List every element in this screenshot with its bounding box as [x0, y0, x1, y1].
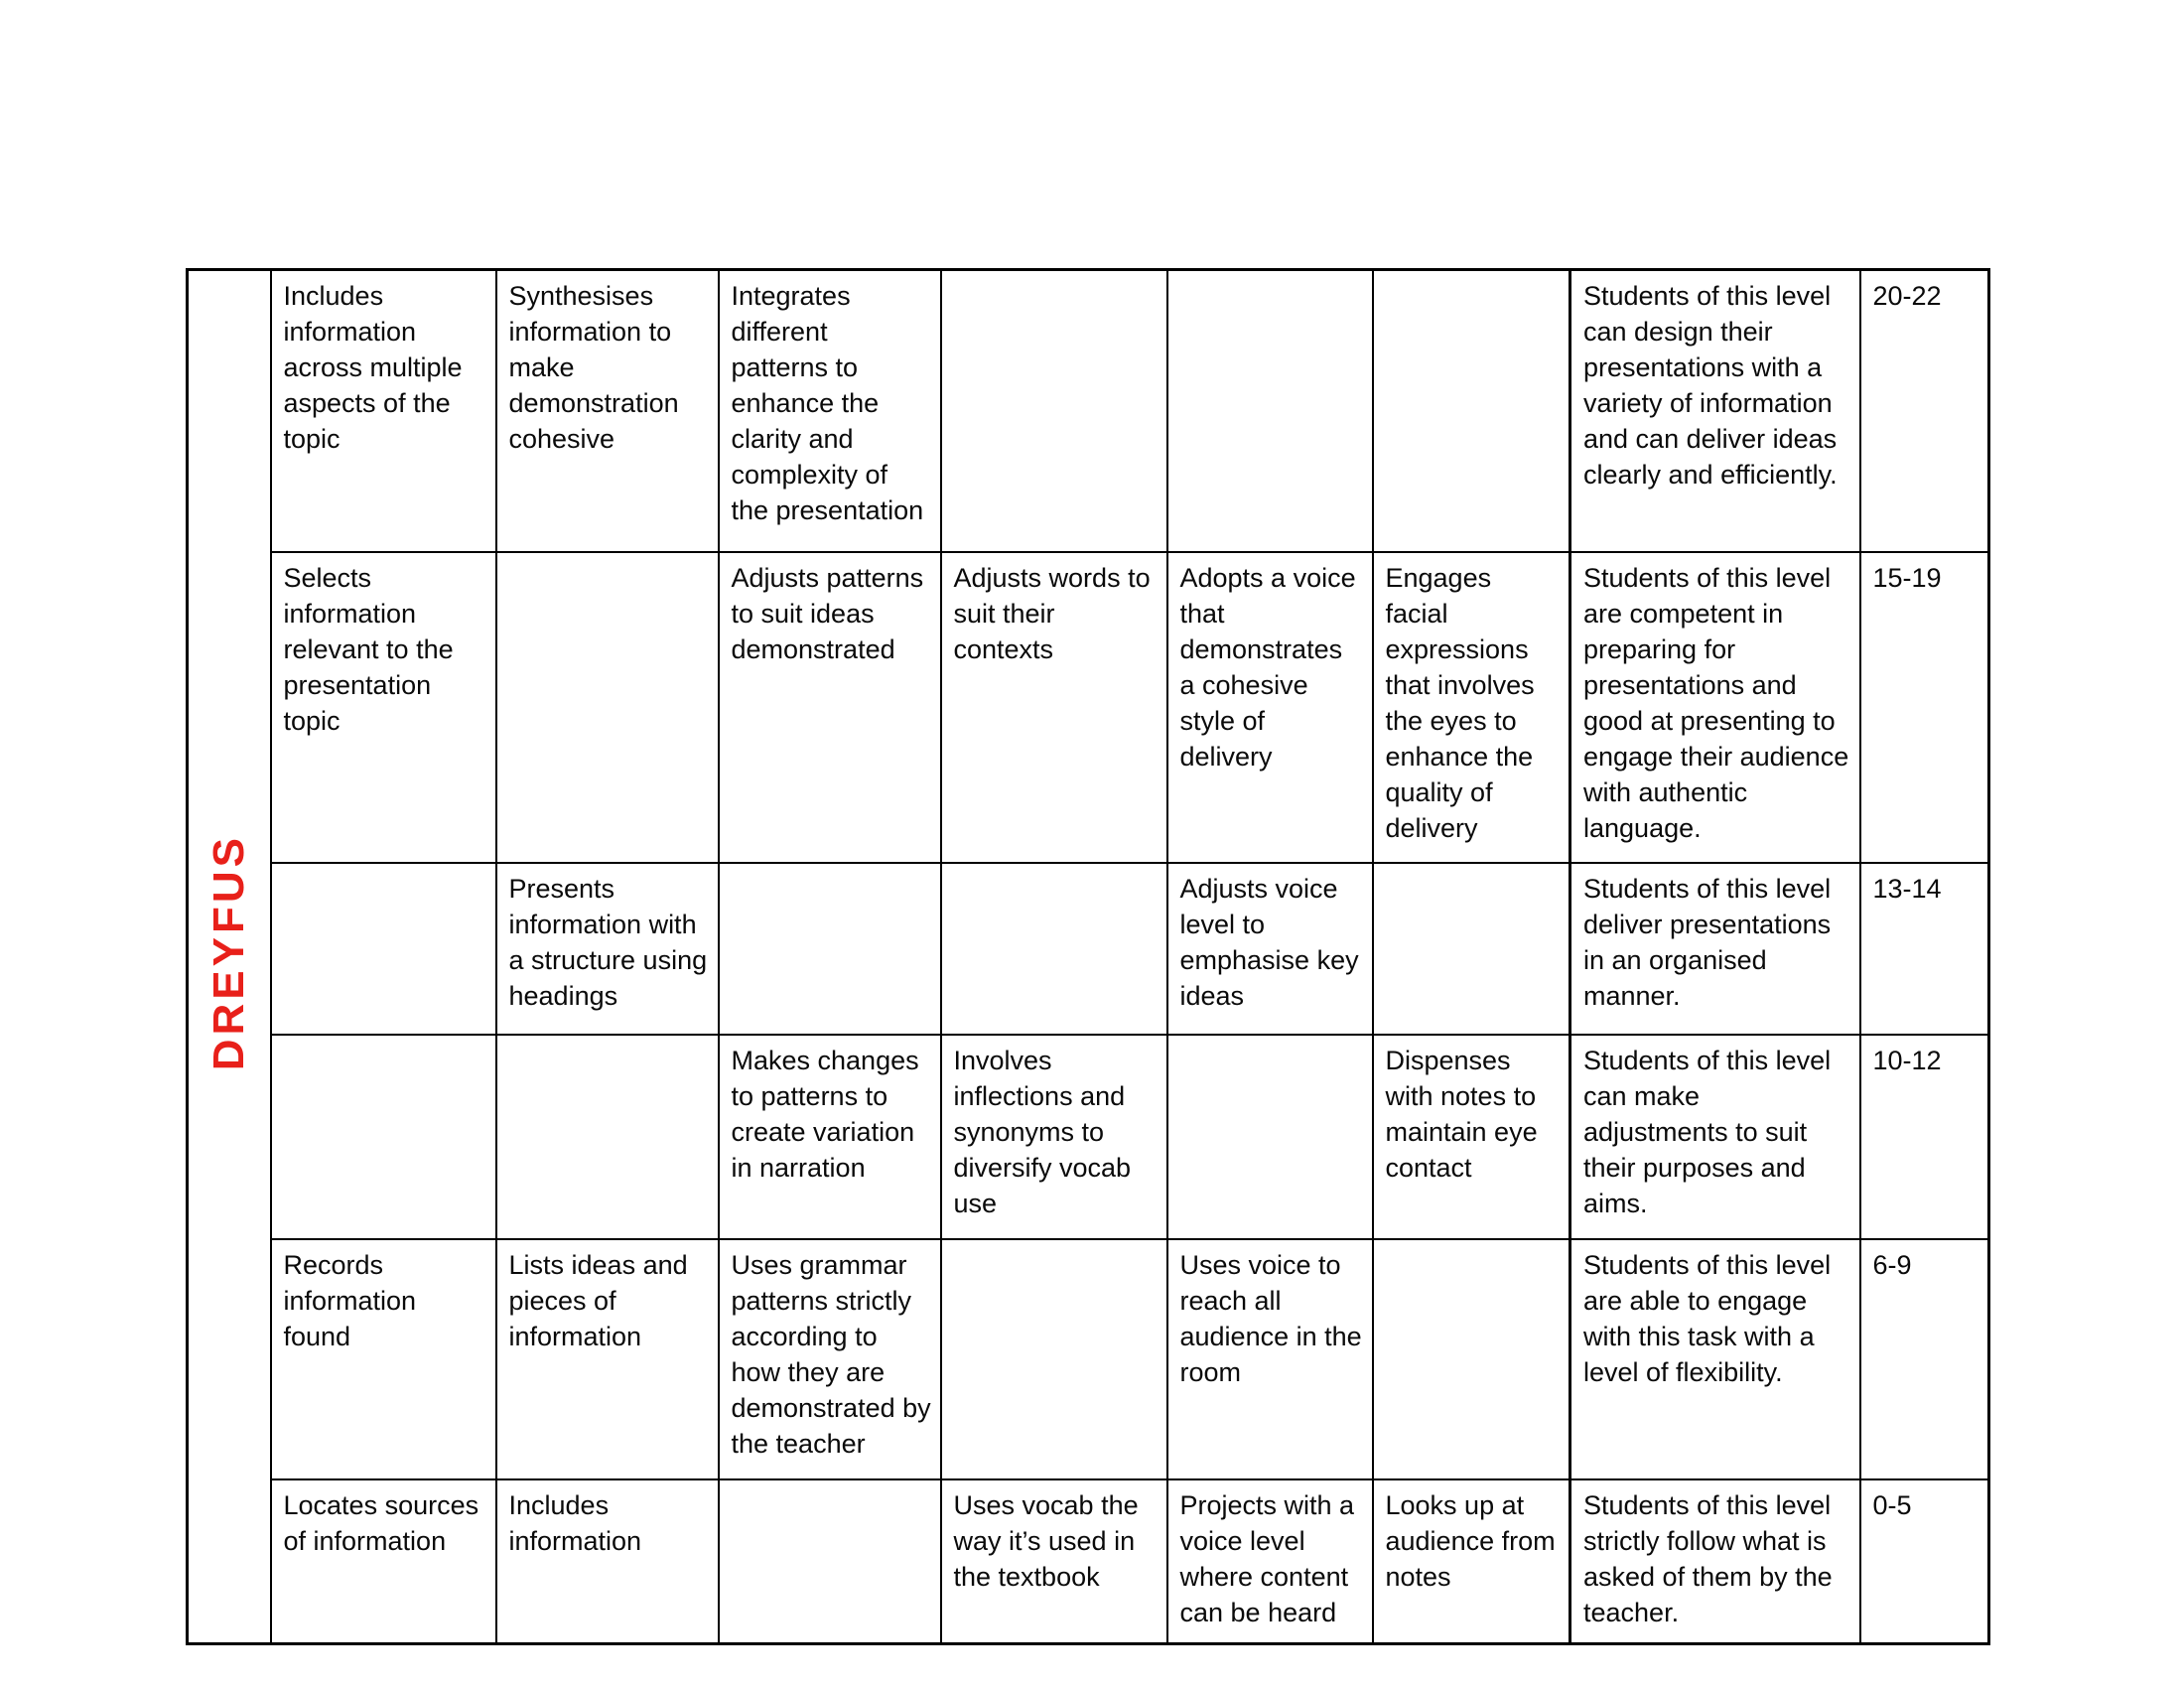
score-range-cell: 10-12 [1860, 1035, 1989, 1239]
rubric-cell [941, 1239, 1167, 1479]
rubric-cell: Uses voice to reach all audience in the room [1167, 1239, 1373, 1479]
table-row [188, 863, 1989, 1035]
rubric-cell [1373, 863, 1570, 1035]
score-range-cell: 13-14 [1860, 863, 1989, 1035]
rubric-cell [1373, 1239, 1570, 1479]
rubric-cell: Adjusts voice level to emphasise key ideas [1167, 863, 1373, 1035]
rubric-table [186, 268, 1990, 1645]
rubric-cell: Involves inflections and synonyms to diversify vocab use [941, 1035, 1167, 1239]
level-description-cell: Students of this level can design their presentations with a variety of information and can deliver ideas clearly and efficiently. [1570, 270, 1860, 552]
level-description-cell: Students of this level can make adjustments to suit their purposes and aims. [1570, 1035, 1860, 1239]
rubric-cell: Synthesises information to make demonstration cohesive [496, 270, 719, 552]
rubric-cell: Locates sources of information [271, 1479, 496, 1644]
rubric-cell: Looks up at audience from notes [1373, 1479, 1570, 1644]
rubric-cell: Makes changes to patterns to create variation in narration [719, 1035, 941, 1239]
table-row [188, 1239, 1989, 1479]
rubric-cell [1167, 1035, 1373, 1239]
rubric-cell [941, 863, 1167, 1035]
score-range-cell: 6-9 [1860, 1239, 1989, 1479]
table-row [188, 1479, 1989, 1644]
rubric-cell: Adopts a voice that demonstrates a cohesive style of delivery [1167, 552, 1373, 863]
rubric-cell: Engages facial expressions that involves the eyes to enhance the quality of delivery [1373, 552, 1570, 863]
rubric-cell: Lists ideas and pieces of information [496, 1239, 719, 1479]
level-description-cell: Students of this level are competent in preparing for presentations and good at presenting to engage their audience with authentic language. [1570, 552, 1860, 863]
rubric-cell [719, 863, 941, 1035]
score-range-cell: 0-5 [1860, 1479, 1989, 1644]
rubric-cell: Records information found [271, 1239, 496, 1479]
rubric-cell [496, 1035, 719, 1239]
score-range-cell: 20-22 [1860, 270, 1989, 552]
rubric-cell [496, 552, 719, 863]
rubric-cell [941, 270, 1167, 552]
rubric-cell: Projects with a voice level where content can be heard [1167, 1479, 1373, 1644]
rubric-cell: Uses grammar patterns strictly according to how they are demonstrated by the teacher [719, 1239, 941, 1479]
rubric-cell [719, 1479, 941, 1644]
rubric-cell [271, 863, 496, 1035]
rubric-cell: Dispenses with notes to maintain eye contact [1373, 1035, 1570, 1239]
rubric-cell [271, 1035, 496, 1239]
rubric-cell: Adjusts patterns to suit ideas demonstrated [719, 552, 941, 863]
rubric-cell: Adjusts words to suit their contexts [941, 552, 1167, 863]
score-range-cell: 15-19 [1860, 552, 1989, 863]
table-row [188, 270, 1989, 552]
rubric-cell: Selects information relevant to the presentation topic [271, 552, 496, 863]
rubric-cell: Presents information with a structure using headings [496, 863, 719, 1035]
rubric-cell [1167, 270, 1373, 552]
rubric-cell: Includes information [496, 1479, 719, 1644]
table-row [188, 552, 1989, 863]
level-description-cell: Students of this level strictly follow what is asked of them by the teacher. [1570, 1479, 1860, 1644]
rubric-cell: Uses vocab the way it’s used in the textbook [941, 1479, 1167, 1644]
level-description-cell: Students of this level deliver presentations in an organised manner. [1570, 863, 1860, 1035]
rubric-cell: Integrates different patterns to enhance the clarity and complexity of the presentation [719, 270, 941, 552]
rubric-cell [1373, 270, 1570, 552]
rubric-cell: Includes information across multiple aspects of the topic [271, 270, 496, 552]
dreyfus-label-cell [188, 270, 271, 1644]
dreyfus-label: DREYFUS [204, 833, 253, 1071]
level-description-cell: Students of this level are able to engage with this task with a level of flexibility. [1570, 1239, 1860, 1479]
table-row [188, 1035, 1989, 1239]
